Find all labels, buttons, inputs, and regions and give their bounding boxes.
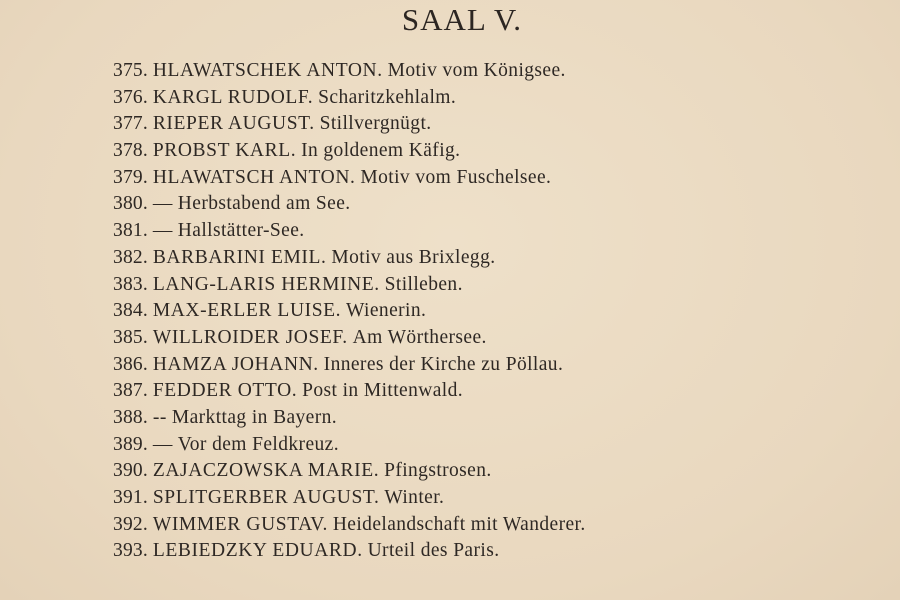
entry-number: 381. <box>113 220 148 242</box>
entry-number: 383. <box>113 273 148 295</box>
catalog-entry <box>113 538 586 565</box>
entry-artist: SPLITGERBER AUGUST. <box>152 487 380 508</box>
entry-work: Heidelandschaft mit Wanderer. <box>332 513 586 535</box>
catalog-entry <box>113 138 586 165</box>
entry-artist: HAMZA JOHANN. <box>152 353 319 375</box>
entry-work: Motiv vom Fuschelsee. <box>360 166 552 188</box>
entry-work: Motiv vom Königsee. <box>387 60 566 81</box>
catalog-entry <box>113 378 586 405</box>
entry-artist: BARBARINI EMIL. <box>152 246 327 268</box>
entry-number: 389. <box>113 433 148 455</box>
entry-number: 382. <box>113 246 148 268</box>
entry-work: Markttag in Bayern. <box>171 406 338 428</box>
catalog-entry <box>113 272 586 299</box>
page-title: SAAL V. <box>401 2 523 37</box>
entry-number: 390. <box>113 460 148 482</box>
entry-number: 387. <box>113 380 148 402</box>
entry-number: 384. <box>113 300 148 322</box>
entry-artist: ZAJACZOWSKA MARIE. <box>152 460 380 482</box>
entry-work: Vor dem Feldkreuz. <box>177 433 339 455</box>
catalog-entry <box>113 58 586 85</box>
entry-work: Am Wörthersee. <box>352 326 487 348</box>
entry-work: In goldenem Käfig. <box>301 140 461 162</box>
entry-work: Herbstabend am See. <box>177 193 351 215</box>
catalog-entry <box>113 191 586 218</box>
entry-artist: HLAWATSCHEK ANTON. <box>152 60 383 81</box>
entry-artist: HLAWATSCH ANTON. <box>152 166 356 188</box>
catalog-entry <box>113 111 586 138</box>
entry-work: Stilleben. <box>384 273 463 295</box>
entry-work: Inneres der Kirche zu Pöllau. <box>323 353 564 375</box>
catalog-entry <box>113 298 586 325</box>
entry-number: 392. <box>113 513 148 535</box>
entry-number: 386. <box>113 353 148 375</box>
entry-artist: — <box>152 433 173 455</box>
catalog-entry <box>113 218 586 245</box>
entry-work: Urteil des Paris. <box>367 540 500 562</box>
entry-work: Stillvergnügt. <box>319 113 432 135</box>
entry-artist: RIEPER AUGUST. <box>152 113 315 135</box>
entry-number: 393. <box>113 540 148 562</box>
entry-number: 375. <box>113 60 148 81</box>
entry-number: 391. <box>113 487 148 508</box>
catalog-entry <box>113 512 586 539</box>
entry-number: 378. <box>113 140 148 162</box>
entry-number: 377. <box>113 113 148 135</box>
entry-work: Post in Mittenwald. <box>302 380 464 402</box>
entry-artist: WIMMER GUSTAV. <box>152 513 328 535</box>
entry-work: Winter. <box>384 487 445 508</box>
entry-work: Motiv aus Brixlegg. <box>331 246 496 268</box>
catalog-entry <box>113 352 586 379</box>
entry-artist: — <box>152 220 173 242</box>
entry-artist: MAX-ERLER LUISE. <box>152 300 342 322</box>
entry-number: 388. <box>113 406 148 428</box>
entry-number: 380. <box>113 193 148 215</box>
catalog-entry <box>113 458 586 485</box>
entry-artist: LANG-LARIS HERMINE. <box>152 273 380 295</box>
entry-work: Pfingstrosen. <box>384 460 492 482</box>
catalog-entry <box>113 405 586 432</box>
entry-artist: KARGL RUDOLF. <box>152 86 314 108</box>
catalog-entry <box>113 85 586 112</box>
entry-number: 385. <box>113 326 148 348</box>
entry-artist: -- <box>152 406 167 428</box>
entry-number: 379. <box>113 166 148 188</box>
catalog-entry <box>113 485 586 512</box>
catalog-entry <box>113 432 586 459</box>
entry-work: Wienerin. <box>346 300 427 322</box>
catalog-entry <box>113 245 586 272</box>
entry-artist: WILLROIDER JOSEF. <box>152 326 348 348</box>
catalog-entry <box>113 325 586 352</box>
catalog-entry <box>113 165 586 192</box>
entry-number: 376. <box>113 86 148 108</box>
entry-artist: — <box>152 193 173 215</box>
entry-artist: FEDDER OTTO. <box>152 380 298 402</box>
entry-artist: PROBST KARL. <box>152 140 297 162</box>
entry-artist: LEBIEDZKY EDUARD. <box>152 540 363 562</box>
entry-work: Scharitzkehlalm. <box>318 86 457 108</box>
entry-work: Hallstätter-See. <box>177 220 305 242</box>
catalog-entry-list <box>113 58 586 565</box>
